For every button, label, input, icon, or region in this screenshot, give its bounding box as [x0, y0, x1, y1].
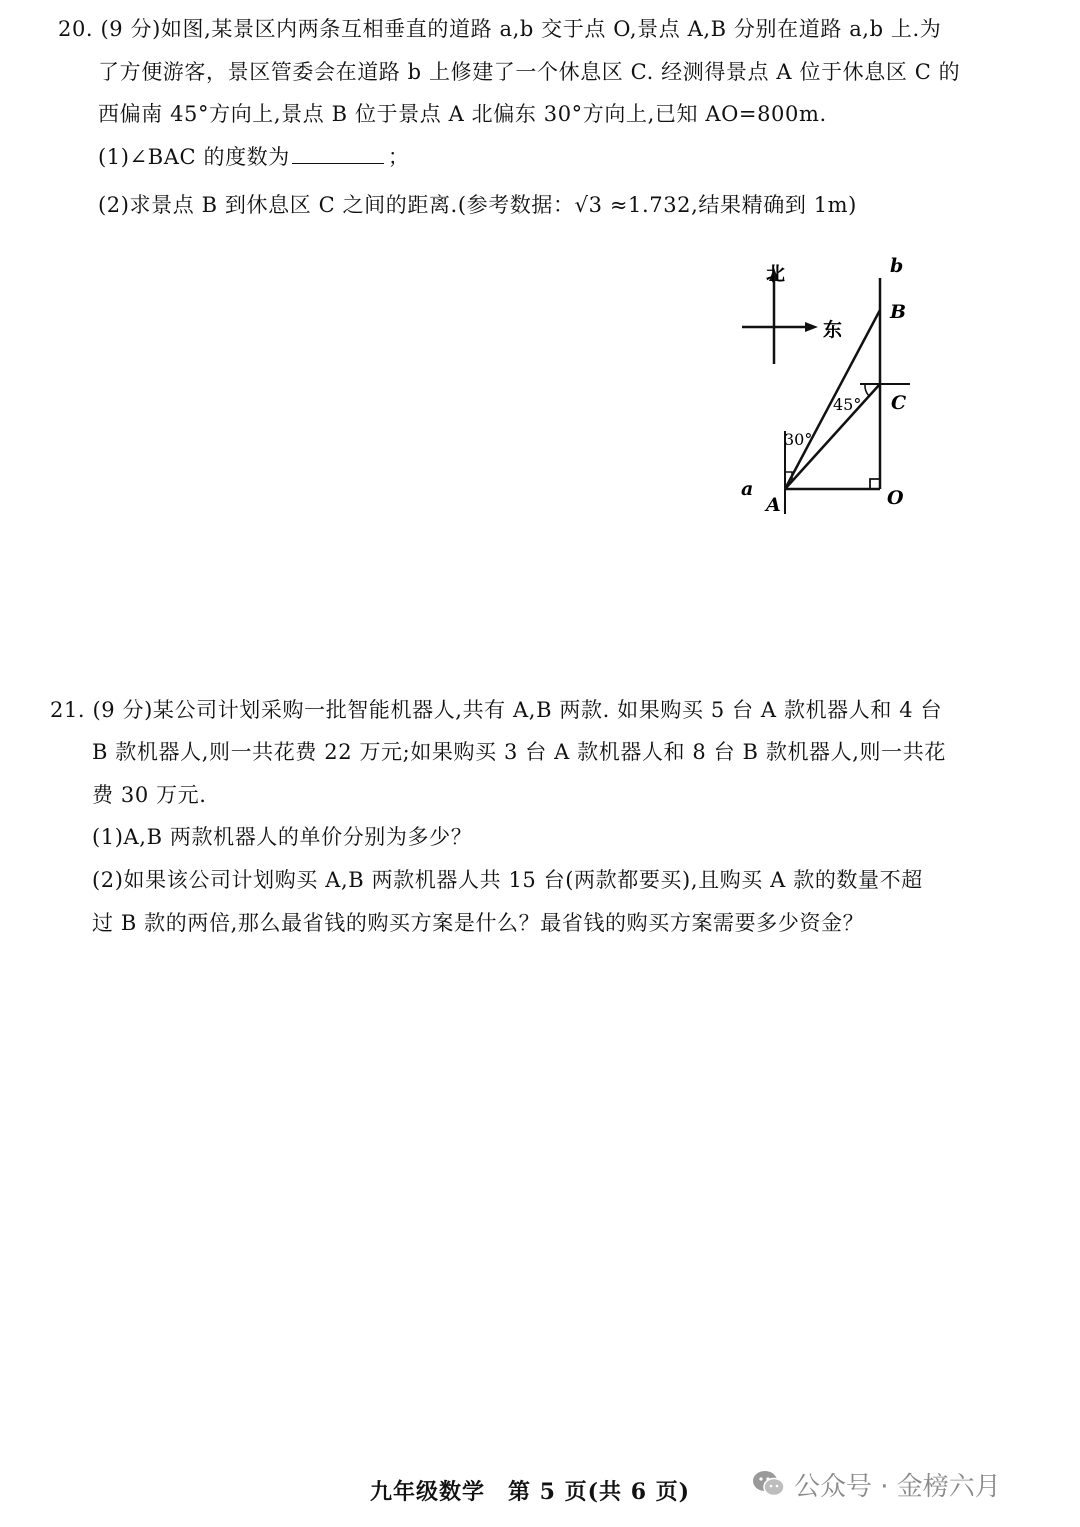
q20-part-1-suffix: ； [387, 145, 410, 169]
right-angle-mark [870, 479, 880, 489]
q20-line-2: 了方便游客，景区管委会在道路 b 上修建了一个休息区 C. 经测得景点 A 位于休息区 C 的 [98, 60, 961, 84]
east-label: 东 [823, 319, 843, 341]
q20-line-3: 西偏南 45°方向上,景点 B 位于景点 A 北偏东 30°方向上,已知 AO=800m. [98, 102, 827, 126]
label-b: b [890, 255, 904, 277]
q21-line-2: B 款机器人,则一共花费 22 万元;如果购买 3 台 A 款机器人和 8 台 B 款机器人,则一共花 [92, 740, 946, 764]
page-footer: 九年级数学 第 5 页(共 6 页) [370, 1479, 691, 1505]
label-a: a [741, 478, 754, 500]
watermark [752, 1464, 1001, 1504]
q20-part-1 [98, 142, 410, 172]
watermark-text: 公众号 · 金榜六月 [794, 1471, 1001, 1502]
label-O: O [887, 487, 904, 509]
geometry-diagram [730, 248, 930, 523]
q21-line-3: 费 30 万元. [92, 783, 207, 807]
angle-30-label: 30° [784, 430, 813, 449]
east-arrow-icon [805, 322, 818, 332]
label-C: C [891, 392, 907, 414]
q20-line-1: 20. (9 分)如图,某景区内两条互相垂直的道路 a,b 交于点 O,景点 A,B 分别在道路 a,b 上.为 [58, 17, 942, 41]
q21-part-2-line-2: 过 B 款的两倍,那么最省钱的购买方案是什么？最省钱的购买方案需要多少资金？ [92, 911, 865, 935]
label-B: B [890, 301, 907, 323]
q21-part-1: (1)A,B 两款机器人的单价分别为多少？ [92, 825, 473, 849]
q21-part-2-line-1: (2)如果该公司计划购买 A,B 两款机器人共 15 台(两款都要买),且购买 A 款的数量不超 [92, 868, 923, 892]
angle-arc-C [865, 384, 869, 396]
wechat-icon [752, 1470, 786, 1498]
answer-blank[interactable] [292, 143, 384, 164]
north-label: 北 [766, 263, 786, 285]
angle-45-label: 45° [833, 395, 862, 414]
label-A: A [766, 494, 781, 516]
q20-part-1-text: (1)∠BAC 的度数为 [98, 145, 290, 169]
q20-part-2: (2)求景点 B 到休息区 C 之间的距离.(参考数据：√3 ≈1.732,结果精确到 1m) [98, 193, 857, 217]
q21-line-1: 21. (9 分)某公司计划采购一批智能机器人,共有 A,B 两款. 如果购买 5 台 A 款机器人和 4 台 [50, 698, 943, 722]
